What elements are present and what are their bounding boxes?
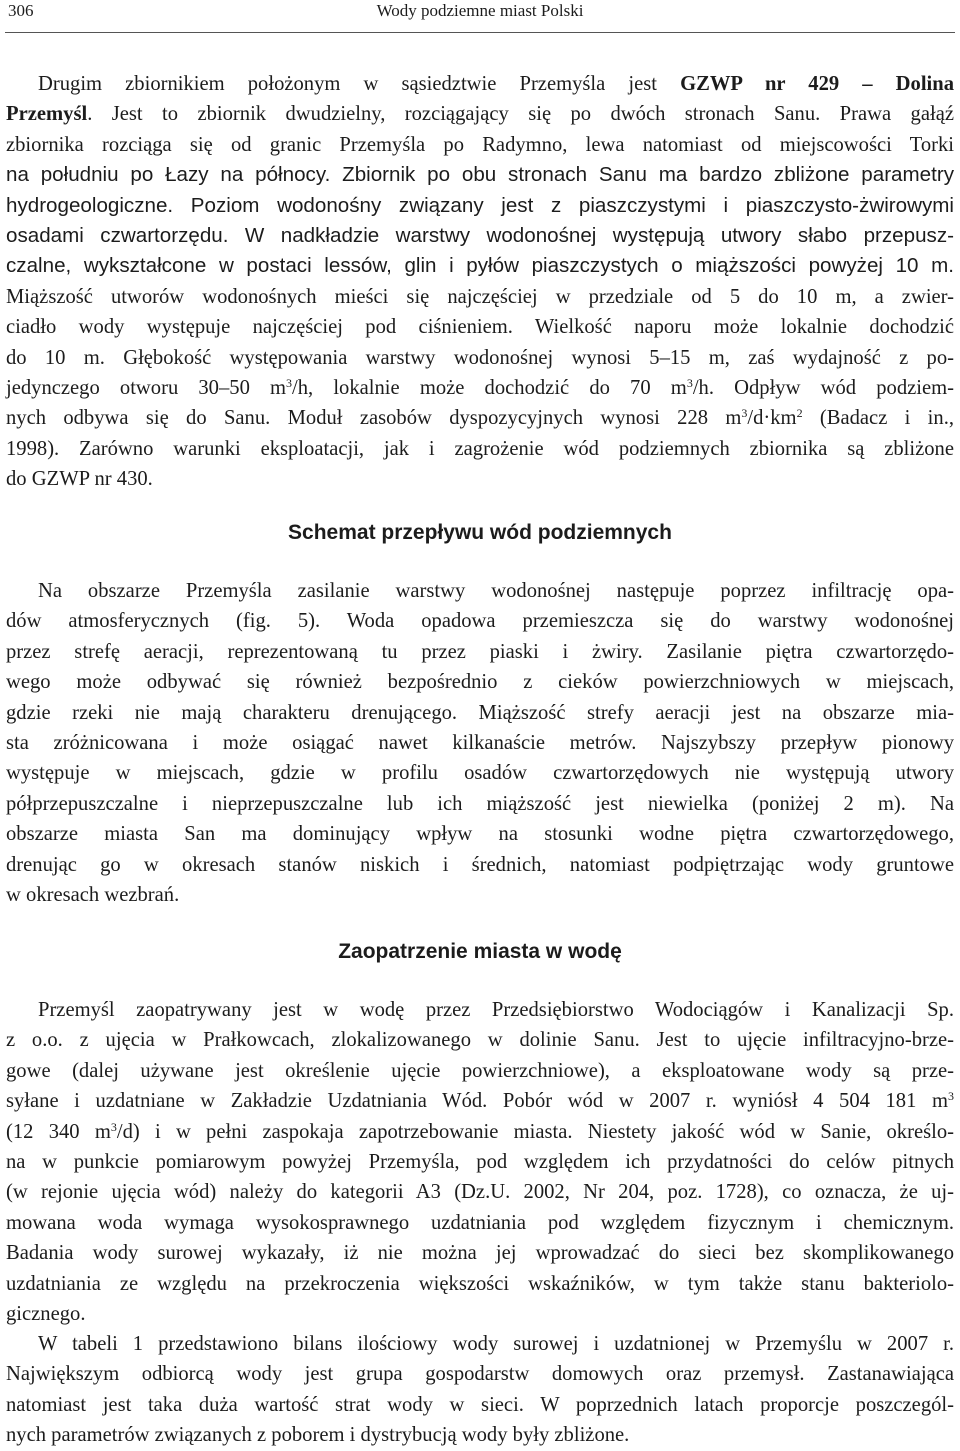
text-line: nych odbywa się do Sanu. Moduł zasobów dyspozycyjnych wynosi 228 $m^3/d\cdot km^2$ (Badacz i in., bbox=[6, 406, 954, 430]
text-line: do GZWP nr 430. bbox=[6, 468, 153, 491]
header-rule bbox=[5, 32, 955, 33]
text-line: osadami czwartorzędu. W nadkładzie warstwy wodonośnej występują utwory słabo przepusz- bbox=[6, 224, 954, 248]
text-line: czalne, wykształcone w postaci lessów, glin i pyłów piaszczystych o miąższości powyżej 10 m. bbox=[6, 254, 954, 278]
text-line: Miąższość utworów wodonośnych mieści się najczęściej w przedziale od 5 do 10 m, a zwier- bbox=[6, 285, 954, 308]
section-heading: Zaopatrzenie miasta w wodę bbox=[338, 940, 622, 963]
bold-term: Przemyśl bbox=[6, 103, 88, 126]
text-line: gicznego. bbox=[6, 1303, 86, 1326]
page-number: 306 bbox=[8, 1, 34, 20]
text-line: półprzepuszczalne i nieprzepuszczalne lub ich miąższość jest niewielka (poniżej 2 m). Na bbox=[6, 792, 954, 815]
text-line: hydrogeologiczne. Poziom wodonośny związany jest z piaszczystymi i piaszczysto-żwirowymi bbox=[6, 193, 954, 217]
running-title: Wody podziemne miast Polski bbox=[376, 1, 584, 20]
text-line: ciadło wody występuje najczęściej pod ciśnieniem. Wielkość naporu może lokalnie dochodzić bbox=[6, 316, 954, 339]
text-line: z o.o. z ujęcia w Prałkowcach, zlokalizowanego w dolinie Sanu. Jest to ujęcie infiltracyjno-brze- bbox=[6, 1029, 954, 1052]
text-line: przez strefę aeracji, reprezentowaną tu przez piaski i żwiry. Zasilanie piętra czwartorzędo- bbox=[6, 640, 954, 663]
paragraph-table-1 bbox=[6, 1329, 954, 1451]
text-line: (12 340 $m^3/d$) i w pełni zaspokaja zapotrzebowanie miasta. Niestety jakość wód w Sanie, określo- bbox=[6, 1119, 954, 1143]
paragraph-water-supply bbox=[6, 995, 954, 1329]
text-line: występuje w miejscach, gdzie w profilu osadów czwartorzędowych nie występują utwory bbox=[6, 762, 954, 785]
text-line: dów atmosferycznych (fig. 5). Woda opadowa przemieszcza się do warstwy wodonośnej bbox=[6, 610, 954, 633]
section-heading: Schemat przepływu wód podziemnych bbox=[288, 521, 672, 544]
text-line: Przemyśl. Jest to zbiornik dwudzielny, rozciągający się po dwóch stronach Sanu. Prawa gałąź bbox=[6, 103, 954, 126]
text-line: 1998). Zarówno warunki eksploatacji, jak i zagrożenie wód podziemnych zbiornika są zbliżone bbox=[6, 437, 954, 460]
paragraph-flow-scheme bbox=[6, 576, 954, 910]
text-line: Drugim zbiornikiem położonym w sąsiedztwie Przemyśla jest GZWP nr 429 – Dolina bbox=[38, 73, 955, 95]
bold-term: GZWP nr 429 – Dolina bbox=[680, 73, 955, 95]
text-line: Badania wody surowej wykazały, iż nie można jej wprowadzać do sieci bez skomplikowanego bbox=[6, 1242, 954, 1265]
running-header bbox=[0, 0, 960, 30]
text-line: nych parametrów związanych z poborem i dystrybucją wody były zbliżone. bbox=[6, 1424, 630, 1447]
paragraph-gzwp-429 bbox=[6, 69, 954, 495]
text-line: na południu po Łazy na północy. Zbiornik po obu stronach Sanu ma bardzo zbliżone parametry bbox=[6, 163, 954, 187]
text-line: w okresach wezbrań. bbox=[6, 884, 180, 907]
text-line: Największym odbiorcą wody jest grupa gospodarstw domowych oraz przemysł. Zastanawiająca bbox=[6, 1363, 954, 1386]
text-line: W tabeli 1 przedstawiono bilans ilościowy wody surowej i uzdatnionej w Przemyślu w 2007 r. bbox=[38, 1333, 954, 1355]
text-line: Na obszarze Przemyśla zasilanie warstwy wodonośnej następuje poprzez infiltrację opa- bbox=[38, 580, 954, 602]
text-line: obszarze miasta San ma dominujący wpływ na stosunki wodne piętra czwartorzędowego, bbox=[6, 823, 954, 846]
text-line: wego może odbywać się również bezpośrednio z cieków powierzchniowych w miejscach, bbox=[6, 671, 954, 694]
text-line: jedynczego otworu 30–50 $m^3/h$, lokalnie może dochodzić do 70 $m^3/h$. Odpływ wód podziem- bbox=[6, 376, 954, 400]
text-line: natomiast jest taka duża wartość strat wody w sieci. W poprzednich latach proporcje poszczegól- bbox=[6, 1393, 954, 1416]
text-line: drenując go w okresach stanów niskich i średnich, natomiast podpiętrzając wody gruntowe bbox=[6, 853, 954, 876]
text-line: zbiornika rozciąga się od granic Przemyśla po Radymno, lewa natomiast od miejscowości Torki bbox=[6, 133, 954, 156]
text-line: (w rejonie ujęcia wód) należy do kategorii A3 (Dz.U. 2002, Nr 204, poz. 1728), co oznacza, że uj- bbox=[6, 1181, 954, 1204]
text-line: mowana woda wymaga wysokosprawnego uzdatniania pod względem fizycznym i chemicznym. bbox=[6, 1211, 954, 1234]
text-line: gowe (dalej używane jest określenie ujęcie powierzchniowe), a eksploatowane wody są prze- bbox=[6, 1059, 954, 1082]
text-line: gdzie rzeki nie mają charakteru drenującego. Miąższość strefy aeracji jest na obszarze mia- bbox=[6, 701, 954, 724]
text-line: sta zróżnicowana i może osiągać nawet kilkanaście metrów. Najszybszy przepływ pionowy bbox=[6, 732, 954, 755]
text-line: uzdatniania ze względu na przekroczenia większości wskaźników, w tym także stanu bakteriolo- bbox=[6, 1272, 954, 1295]
text-line: do 10 m. Głębokość występowania warstwy wodonośnej wynosi 5–15 m, zaś wydajność z po- bbox=[6, 346, 954, 369]
text-line: Przemyśl zaopatrywany jest w wodę przez Przedsiębiorstwo Wodociągów i Kanalizacji Sp. bbox=[38, 999, 954, 1021]
text-line: na w punkcie pomiarowym powyżej Przemyśla, pod względem ich przydatności do celów pitnych bbox=[6, 1151, 954, 1174]
text-line: syłane i uzdatniane w Zakładzie Uzdatniania Wód. Pobór wód w 2007 r. wyniósł 4 504 181 $m^3$ bbox=[6, 1089, 954, 1113]
